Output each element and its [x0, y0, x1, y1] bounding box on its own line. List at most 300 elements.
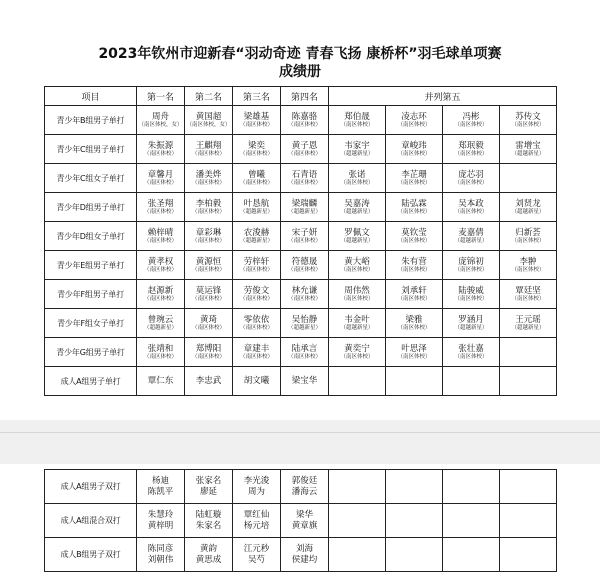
player-name: 杨迪 [151, 475, 169, 486]
player-name: 章建丰 [243, 343, 270, 354]
player-name: 覃廷坚 [515, 285, 541, 296]
player-club: （南区体校） [397, 121, 431, 128]
player-club: （南区体校） [340, 353, 374, 360]
player-club: （南区体校） [397, 266, 431, 273]
player-club: （南区体校） [143, 179, 177, 186]
player-name: 梁雅 [405, 314, 423, 325]
player-club: （南区体校） [143, 237, 177, 244]
player-club: （南区体校） [287, 266, 321, 273]
player-club: （南区体校） [191, 266, 225, 273]
player-name: 黄源恒 [195, 256, 222, 267]
player-club: （南区体校） [454, 295, 488, 302]
player-name: 李翀 [519, 256, 537, 267]
player-club: （南区体校） [191, 295, 225, 302]
player-name: 农浚赫 [243, 227, 270, 238]
player-club: （南区体校） [143, 150, 177, 157]
player-club: （超越新星） [511, 324, 545, 331]
empty-cell [443, 504, 500, 538]
result-cell [185, 367, 233, 396]
player-name: 张壮嘉 [458, 343, 484, 354]
table-row [45, 106, 557, 135]
player-club: （南区体校） [397, 295, 431, 302]
player-name: 章峻玮 [401, 140, 427, 151]
result-cell [185, 309, 233, 338]
player-club: （南区体校） [454, 266, 488, 273]
result-cell [500, 338, 557, 367]
result-cell [329, 309, 386, 338]
player-club: （超越新星） [239, 237, 273, 244]
table-row [45, 470, 557, 504]
column-header: 第二名 [185, 87, 233, 106]
player-name: 符德晟 [291, 256, 318, 267]
player-club: （南区体校） [143, 353, 177, 360]
player-club: （南区体校） [239, 324, 273, 331]
result-cell [233, 135, 281, 164]
result-cell [281, 135, 329, 164]
result-cell [233, 338, 281, 367]
result-cell [233, 164, 281, 193]
player-name: 吴芍 [247, 554, 265, 565]
result-cell [329, 222, 386, 251]
result-cell [329, 367, 386, 396]
player-name: 覃仁东 [147, 376, 174, 386]
result-cell [443, 164, 500, 193]
result-cell [281, 367, 329, 396]
player-name: 潘海云 [291, 486, 318, 497]
player-club: （南区体校） [191, 208, 225, 215]
player-name: 宋子妍 [291, 227, 318, 238]
result-cell [185, 504, 233, 538]
result-cell [281, 164, 329, 193]
result-cell [443, 135, 500, 164]
result-cell [281, 504, 329, 538]
table-row [45, 135, 557, 164]
player-club: （超越新星） [511, 150, 545, 157]
column-header: 第四名 [281, 87, 329, 106]
player-club: （南区体校） [340, 266, 374, 273]
player-club: （南区体校） [287, 295, 321, 302]
result-cell [281, 470, 329, 504]
result-cell [281, 538, 329, 572]
player-name: 赵源新 [147, 285, 174, 296]
result-cell [233, 251, 281, 280]
player-name: 王麒翔 [195, 140, 222, 151]
player-name: 梁奕 [247, 140, 265, 151]
player-name: 刘承轩 [401, 285, 427, 296]
result-cell [137, 164, 185, 193]
player-club: （南区体校） [287, 237, 321, 244]
player-club: （南区体校） [287, 353, 321, 360]
result-cell [443, 251, 500, 280]
column-header: 第一名 [137, 87, 185, 106]
empty-cell [443, 538, 500, 572]
player-club: （南区体校） [397, 353, 431, 360]
player-club: （超越新星） [287, 208, 321, 215]
player-name: 梁华 [295, 509, 313, 520]
result-cell [386, 280, 443, 309]
player-name: 陆骏威 [458, 285, 484, 296]
player-name: 李光浚 [243, 475, 270, 486]
player-name: 李忠武 [195, 376, 222, 386]
player-club: （南区体校） [397, 324, 431, 331]
empty-cell [329, 470, 386, 504]
player-club: （南区体校） [454, 121, 488, 128]
player-club: （超越新星） [454, 324, 488, 331]
player-name: 郑博阳 [195, 343, 222, 354]
player-club: （超越新星） [511, 208, 545, 215]
player-club: （南区体校） [143, 295, 177, 302]
empty-cell [443, 470, 500, 504]
player-name: 吴怡静 [291, 314, 318, 325]
player-name: 黄梓明 [147, 520, 174, 531]
player-name: 吴嘉涛 [344, 198, 370, 209]
result-cell [233, 470, 281, 504]
player-name: 侯建均 [291, 554, 318, 565]
player-name: 朱有营 [401, 256, 427, 267]
table-row [45, 193, 557, 222]
player-name: 曾琬云 [147, 314, 174, 325]
player-club: （南区体校） [143, 266, 177, 273]
result-cell [329, 280, 386, 309]
result-cell [137, 193, 185, 222]
player-name: 吴本政 [458, 198, 484, 209]
player-club: （南区体校） [511, 266, 545, 273]
table-row [45, 164, 557, 193]
result-cell [329, 164, 386, 193]
result-cell [137, 280, 185, 309]
result-cell [137, 538, 185, 572]
result-cell [500, 251, 557, 280]
result-cell [185, 193, 233, 222]
player-club: （南区体校） [511, 295, 545, 302]
player-club: （超越新星） [340, 150, 374, 157]
result-cell [233, 309, 281, 338]
empty-cell [500, 470, 557, 504]
result-cell [329, 135, 386, 164]
player-club: （南区体校） [239, 179, 273, 186]
player-club: （南区体校） [511, 237, 545, 244]
player-name: 周伟然 [344, 285, 370, 296]
result-cell [500, 222, 557, 251]
player-name: 曾曦 [247, 169, 265, 180]
player-name: 雷增宝 [515, 140, 541, 151]
result-cell [443, 280, 500, 309]
results-body [45, 106, 557, 396]
empty-cell [329, 504, 386, 538]
empty-cell [500, 504, 557, 538]
empty-cell [329, 538, 386, 572]
player-club: （南区体校） [340, 295, 374, 302]
player-name: 黄子恩 [291, 140, 318, 151]
player-club: （超越新星） [340, 237, 374, 244]
result-cell [443, 106, 500, 135]
player-club: （南区体校） [340, 179, 374, 186]
player-club: （南区体校） [239, 121, 273, 128]
player-club: （南区体校） [511, 121, 545, 128]
event-name: 成人A组男子双打 [45, 470, 137, 504]
player-name: 莫钦莹 [401, 227, 427, 238]
empty-cell [386, 470, 443, 504]
player-club: （南区体校） [340, 121, 374, 128]
result-cell [137, 135, 185, 164]
result-cell [137, 470, 185, 504]
player-name: 归新荟 [515, 227, 541, 238]
results-table [44, 86, 557, 396]
player-club: （南区体校） [287, 179, 321, 186]
player-name: 胡文曦 [243, 376, 270, 386]
player-club: （南区体校） [191, 150, 225, 157]
player-name: 劳俊文 [243, 285, 270, 296]
page-break-divider [0, 432, 600, 433]
player-name: 劳梓轩 [243, 256, 270, 267]
result-cell [233, 504, 281, 538]
page-title: 2023年钦州市迎新春“羽动奇迹 青春飞扬 康桥杯”羽毛球单项赛 [98, 46, 502, 62]
player-name: 陈嘉骆 [291, 111, 318, 122]
result-cell [500, 193, 557, 222]
result-cell [137, 106, 185, 135]
player-name: 李芷珊 [401, 169, 427, 180]
player-name: 郭俊廷 [291, 475, 318, 486]
event-name: 青少年F组男子单打 [45, 280, 137, 309]
player-name: 黄章旗 [291, 520, 318, 531]
empty-cell [386, 538, 443, 572]
player-name: 覃红仙 [243, 509, 270, 520]
result-cell [137, 251, 185, 280]
result-cell [386, 309, 443, 338]
player-name: 陈凯平 [147, 486, 174, 497]
result-cell [386, 251, 443, 280]
player-name: 黄韵 [199, 543, 217, 554]
player-club: （南区体校） [397, 179, 431, 186]
player-name: 杨元培 [243, 520, 270, 531]
player-club: （南区体校） [239, 150, 273, 157]
result-cell [233, 106, 281, 135]
player-name: 张家名 [195, 475, 222, 486]
player-name: 林允谦 [291, 285, 318, 296]
result-cell [185, 135, 233, 164]
result-cell [185, 280, 233, 309]
result-cell [386, 193, 443, 222]
table-row [45, 280, 557, 309]
player-name: 黄大峪 [344, 256, 370, 267]
result-cell [233, 367, 281, 396]
player-club: （南区体校） [397, 208, 431, 215]
player-name: 章馨月 [147, 169, 174, 180]
player-club: （超越新星） [287, 324, 321, 331]
result-cell [329, 251, 386, 280]
player-club: （超越新星） [340, 208, 374, 215]
player-name: 黄孝权 [147, 256, 174, 267]
result-cell [443, 367, 500, 396]
player-club: （南区体校） [191, 324, 225, 331]
table-row [45, 251, 557, 280]
player-club: （南区体校，女） [138, 121, 183, 128]
player-name: 零依依 [243, 314, 270, 325]
event-name: 青少年B组男子单打 [45, 106, 137, 135]
result-cell [500, 367, 557, 396]
player-club: （南区体校） [454, 150, 488, 157]
player-name: 莫运锋 [195, 285, 222, 296]
table-row [45, 538, 557, 572]
player-club: （南区体校） [287, 150, 321, 157]
result-cell [281, 251, 329, 280]
result-cell [137, 367, 185, 396]
player-name: 陆虹璇 [195, 509, 222, 520]
page-break [0, 420, 600, 464]
player-name: 张诺 [348, 169, 366, 180]
player-club: （南区体校） [454, 353, 488, 360]
player-name: 王元瑶 [515, 314, 541, 325]
result-cell [386, 338, 443, 367]
result-cell [233, 193, 281, 222]
player-club: （南区体校） [454, 179, 488, 186]
player-name: 廖延 [199, 486, 217, 497]
table-row [45, 338, 557, 367]
player-name: 潘美烨 [195, 169, 222, 180]
result-cell [443, 222, 500, 251]
player-name: 凌志环 [401, 111, 427, 122]
result-cell [281, 106, 329, 135]
player-name: 苏传文 [515, 111, 541, 122]
player-name: 江元秒 [243, 543, 270, 554]
player-club: （超越新星） [454, 237, 488, 244]
player-name: 庞芯羽 [458, 169, 484, 180]
player-name: 朱家名 [195, 520, 222, 531]
result-cell [386, 222, 443, 251]
result-cell [185, 251, 233, 280]
result-cell [281, 309, 329, 338]
player-name: 张靖和 [147, 343, 174, 354]
player-name: 李柏毅 [195, 198, 222, 209]
player-name: 朱振源 [147, 140, 174, 151]
table-row [45, 504, 557, 538]
result-cell [185, 470, 233, 504]
result-cell [233, 538, 281, 572]
result-cell [500, 280, 557, 309]
column-header: 项目 [45, 87, 137, 106]
player-club: （南区体校，女） [186, 121, 231, 128]
page-subtitle: 成绩册 [279, 64, 321, 80]
result-cell [500, 309, 557, 338]
player-name: 周舟 [151, 111, 169, 122]
player-name: 陆承言 [291, 343, 318, 354]
player-club: （南区体校） [143, 208, 177, 215]
result-cell [281, 338, 329, 367]
player-club: （南区体校） [397, 237, 431, 244]
event-name: 成人B组男子双打 [45, 538, 137, 572]
player-name: 梁瑞麟 [291, 198, 318, 209]
player-name: 庞锦初 [458, 256, 484, 267]
doubles-table [44, 469, 557, 572]
player-name: 陆弘霖 [401, 198, 427, 209]
column-header: 并列第五 [329, 87, 557, 106]
player-club: （南区体校） [191, 353, 225, 360]
player-name: 刘贤龙 [515, 198, 541, 209]
result-cell [281, 193, 329, 222]
result-cell [185, 222, 233, 251]
result-cell [137, 338, 185, 367]
player-club: （南区体校） [454, 208, 488, 215]
result-cell [329, 193, 386, 222]
event-name: 成人A组混合双打 [45, 504, 137, 538]
player-name: 郑伯晟 [344, 111, 370, 122]
result-cell [329, 106, 386, 135]
event-name: 成人A组男子单打 [45, 367, 137, 396]
result-cell [500, 135, 557, 164]
player-name: 梁宝华 [291, 376, 318, 386]
result-cell [386, 367, 443, 396]
result-cell [386, 135, 443, 164]
table-row [45, 222, 557, 251]
player-club: （南区体校） [191, 179, 225, 186]
player-name: 朱慧玲 [147, 509, 174, 520]
result-cell [329, 338, 386, 367]
player-name: 赖梓晴 [147, 227, 174, 238]
player-name: 冯彬 [462, 111, 480, 122]
table-header-row [45, 87, 557, 106]
player-name: 韦金叶 [344, 314, 370, 325]
result-cell [185, 338, 233, 367]
empty-cell [500, 538, 557, 572]
result-cell [443, 309, 500, 338]
doubles-body [45, 470, 557, 572]
player-name: 黄奕宁 [344, 343, 370, 354]
player-name: 麦嘉倩 [458, 227, 484, 238]
result-cell [386, 106, 443, 135]
event-name: 青少年F组女子单打 [45, 309, 137, 338]
player-name: 叶恳航 [243, 198, 270, 209]
player-name: 郑珉毅 [458, 140, 484, 151]
player-club: （南区体校） [239, 266, 273, 273]
player-name: 周为 [247, 486, 265, 497]
player-club: （南区体校） [239, 353, 273, 360]
table-row [45, 367, 557, 396]
result-cell [137, 309, 185, 338]
player-name: 刘朝伟 [147, 554, 174, 565]
result-cell [443, 193, 500, 222]
player-name: 刘海 [295, 543, 313, 554]
document-header [0, 0, 600, 86]
event-name: 青少年C组女子单打 [45, 164, 137, 193]
player-name: 罗佩文 [344, 227, 370, 238]
player-club: （南区体校） [287, 121, 321, 128]
result-cell [386, 164, 443, 193]
player-name: 黄琦 [199, 314, 217, 325]
player-name: 张圣翔 [147, 198, 174, 209]
event-name: 青少年D组男子单打 [45, 193, 137, 222]
result-cell [185, 106, 233, 135]
player-name: 韦家宇 [344, 140, 370, 151]
result-cell [185, 164, 233, 193]
event-name: 青少年D组女子单打 [45, 222, 137, 251]
event-name: 青少年G组男子单打 [45, 338, 137, 367]
player-name: 陈同彦 [147, 543, 174, 554]
player-name: 叶思泽 [401, 343, 427, 354]
result-cell [500, 106, 557, 135]
player-club: （超越新星） [239, 208, 273, 215]
player-club: （南区体校） [191, 237, 225, 244]
event-name: 青少年E组男子单打 [45, 251, 137, 280]
table-row [45, 309, 557, 338]
player-club: （超越新星） [340, 324, 374, 331]
result-cell [281, 280, 329, 309]
player-name: 罗涵月 [458, 314, 484, 325]
player-name: 章彩琳 [195, 227, 222, 238]
result-cell [137, 504, 185, 538]
empty-cell [386, 504, 443, 538]
result-cell [500, 164, 557, 193]
player-club: （超越新星） [143, 324, 177, 331]
